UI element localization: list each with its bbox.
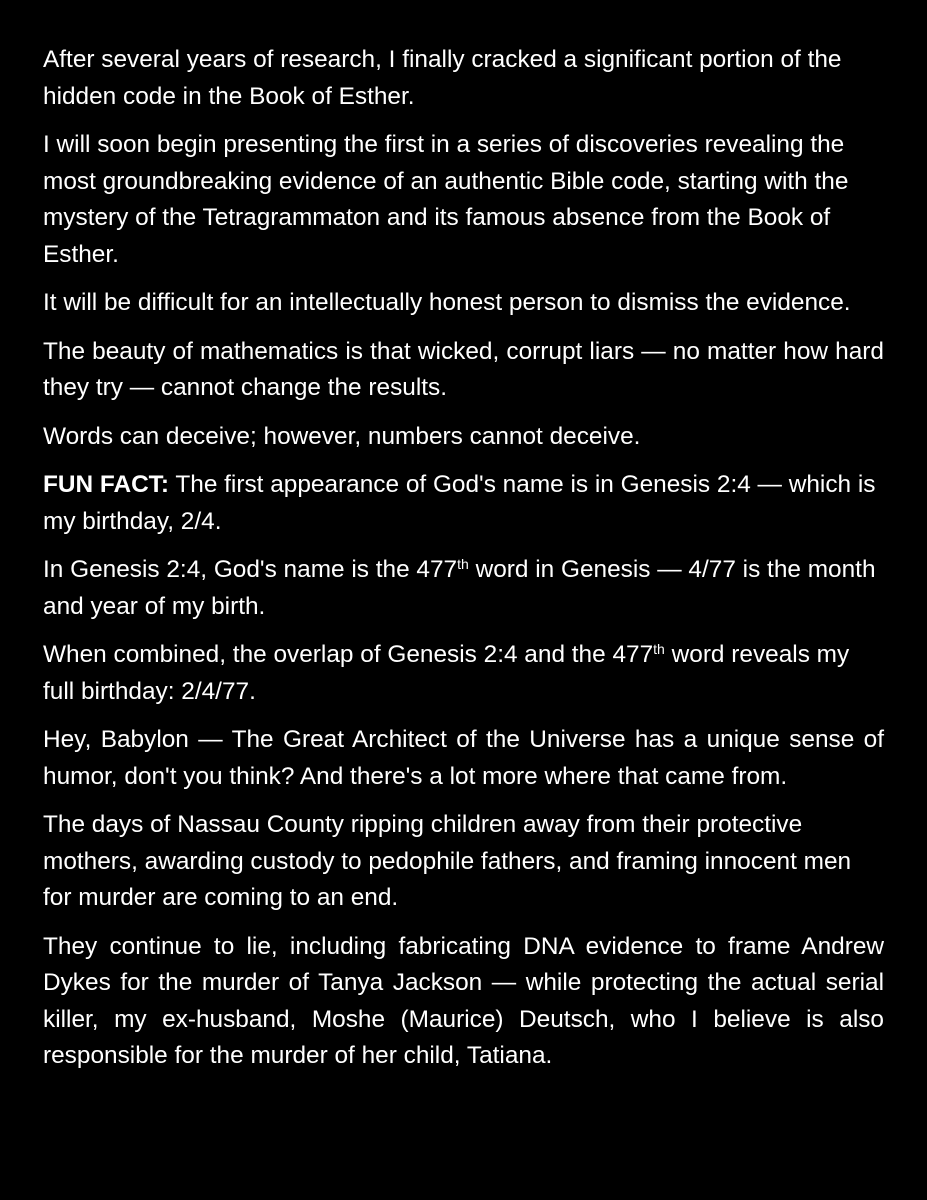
477th-word-text-end: word in Genesis — 4/77 is the month and year of my birth.	[43, 556, 876, 620]
paragraph-numbers: Words can deceive; however, numbers cannot deceive.	[43, 422, 641, 450]
paragraph-babylon: Hey, Babylon — The Great Architect of the Universe has a unique sense of humor, don't you think? And there's a lot more where that came from.	[43, 726, 884, 790]
paragraph-evidence: It will be difficult for an intellectually honest person to dismiss the evidence.	[43, 289, 851, 316]
ordinal-superscript: th	[457, 555, 469, 572]
paragraph-discoveries: I will soon begin presenting the first in a series of discoveries revealing the most groundbreaking evidence of an authentic Bible code, starting with the mystery of the Tetragrammaton and its famous absence from the Book of Esther.	[43, 131, 849, 268]
paragraph-fun-fact	[43, 467, 884, 540]
paragraph-dna-evidence: They continue to lie, including fabricating DNA evidence to frame Andrew Dykes for the murder of Tanya Jackson — while protecting the actual serial killer, my ex-husband, Moshe (Maurice) Deutsch, who I believe is also responsible for the murder of her child, Tatiana.	[43, 932, 884, 1069]
paragraph-mathematics: The beauty of mathematics is that wicked, corrupt liars — no matter how hard they try — cannot change the results.	[43, 337, 884, 401]
paragraph-full-birthday	[43, 637, 884, 710]
paragraph-477th-word	[43, 552, 884, 625]
fun-fact-text: The first appearance of God's name is in Genesis 2:4 — which is my birthday, 2/4.	[43, 471, 876, 535]
paragraph-research: After several years of research, I finally cracked a significant portion of the hidden code in the Book of Esther.	[43, 46, 842, 110]
full-birthday-text-end: word reveals my full birthday: 2/4/77.	[43, 641, 850, 705]
fun-fact-label: FUN FACT:	[43, 471, 170, 498]
full-birthday-text-start: When combined, the overlap of Genesis 2:4 and the 477	[43, 641, 654, 668]
477th-word-text-start: In Genesis 2:4, God's name is the 477	[43, 556, 458, 583]
paragraph-nassau-county: The days of Nassau County ripping children away from their protective mothers, awarding custody to pedophile fathers, and framing innocent men for murder are coming to an end.	[43, 811, 852, 911]
ordinal-superscript: th	[653, 640, 665, 657]
